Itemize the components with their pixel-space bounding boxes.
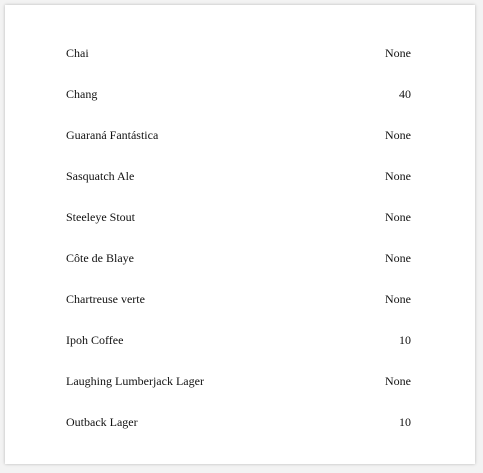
product-value: None xyxy=(385,292,411,306)
product-name: Ipoh Coffee xyxy=(66,333,124,347)
list-item xyxy=(66,120,411,161)
product-value: None xyxy=(385,46,411,60)
list-item xyxy=(66,284,411,325)
product-value: None xyxy=(385,374,411,388)
product-name: Guaraná Fantástica xyxy=(66,128,159,142)
list-item xyxy=(66,366,411,407)
list-item xyxy=(66,202,411,243)
list-item xyxy=(66,79,411,120)
product-name: Steeleye Stout xyxy=(66,210,135,224)
product-name: Laughing Lumberjack Lager xyxy=(66,374,204,388)
product-value: 10 xyxy=(399,415,411,429)
report-page xyxy=(5,5,475,464)
product-value: 40 xyxy=(399,87,411,101)
list-item xyxy=(66,161,411,202)
product-list xyxy=(66,38,411,448)
list-item xyxy=(66,325,411,366)
product-name: Chai xyxy=(66,46,89,60)
product-value: None xyxy=(385,128,411,142)
product-name: Chang xyxy=(66,87,98,101)
product-name: Côte de Blaye xyxy=(66,251,134,265)
product-name: Sasquatch Ale xyxy=(66,169,135,183)
list-item xyxy=(66,243,411,284)
product-value: None xyxy=(385,251,411,265)
product-value: 10 xyxy=(399,333,411,347)
product-value: None xyxy=(385,210,411,224)
product-name: Outback Lager xyxy=(66,415,138,429)
list-item xyxy=(66,38,411,79)
product-value: None xyxy=(385,169,411,183)
list-item xyxy=(66,407,411,448)
product-name: Chartreuse verte xyxy=(66,292,145,306)
